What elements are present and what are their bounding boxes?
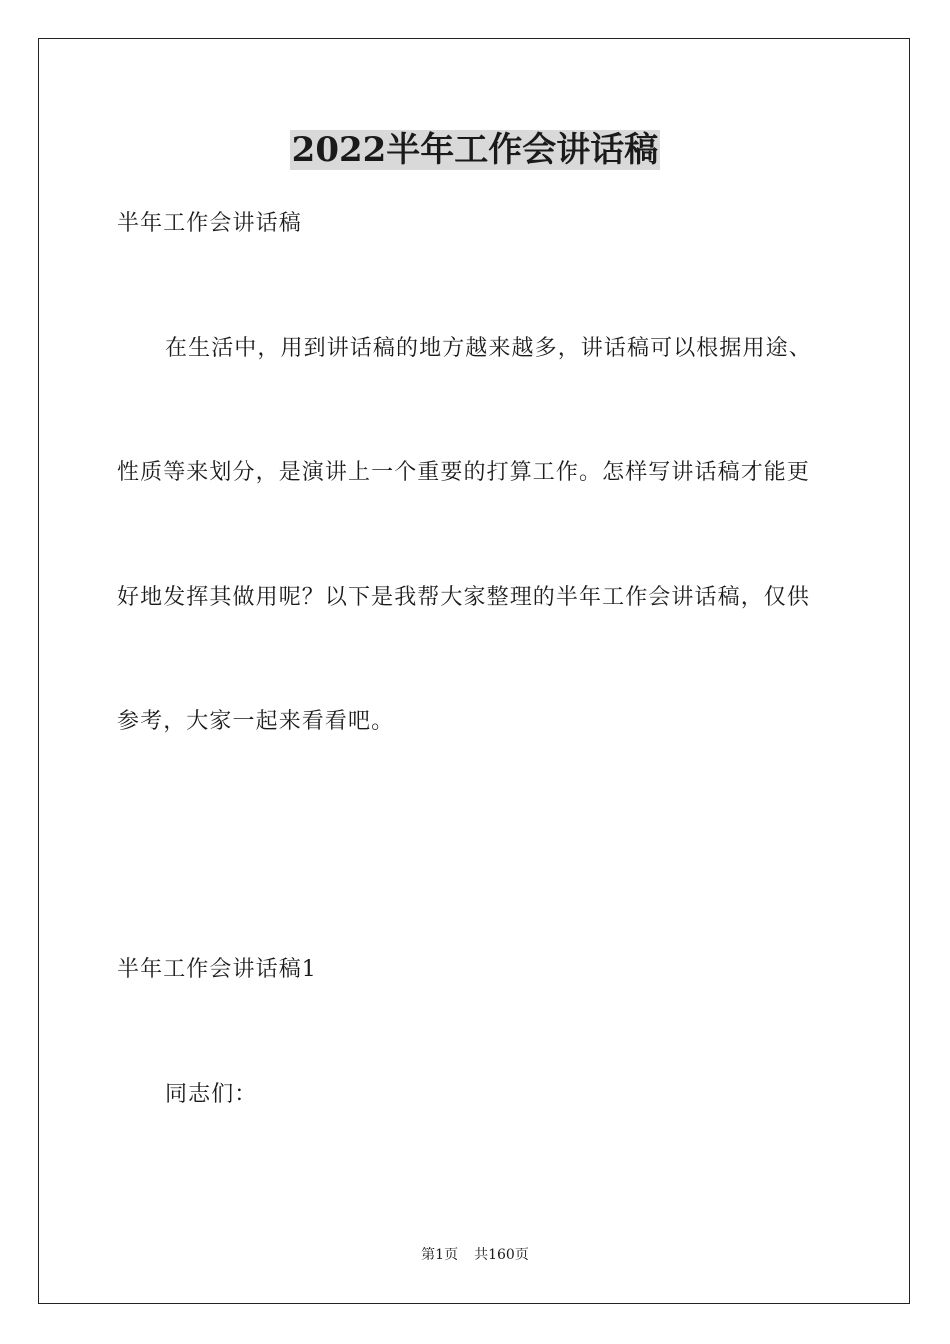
section-heading: 半年工作会讲话稿1 xyxy=(117,957,317,982)
page-total: 共160页 xyxy=(474,1247,529,1263)
document-title xyxy=(0,128,950,172)
page-footer xyxy=(0,1245,950,1265)
intro-line-2: 性质等来划分，是演讲上一个重要的打算工作。怎样写讲话稿才能更 xyxy=(117,460,811,485)
document-subtitle: 半年工作会讲话稿 xyxy=(117,211,302,236)
intro-line-1: 在生活中，用到讲话稿的地方越来越多，讲话稿可以根据用途、 xyxy=(165,336,812,361)
salutation: 同志们： xyxy=(165,1082,258,1107)
intro-line-4: 参考，大家一起来看看吧。 xyxy=(117,709,395,734)
intro-line-3: 好地发挥其做用呢？以下是我帮大家整理的半年工作会讲话稿，仅供 xyxy=(117,585,811,610)
page-number: 第1页 xyxy=(421,1247,459,1263)
document-title-text: 2022半年工作会讲话稿 xyxy=(291,130,659,170)
